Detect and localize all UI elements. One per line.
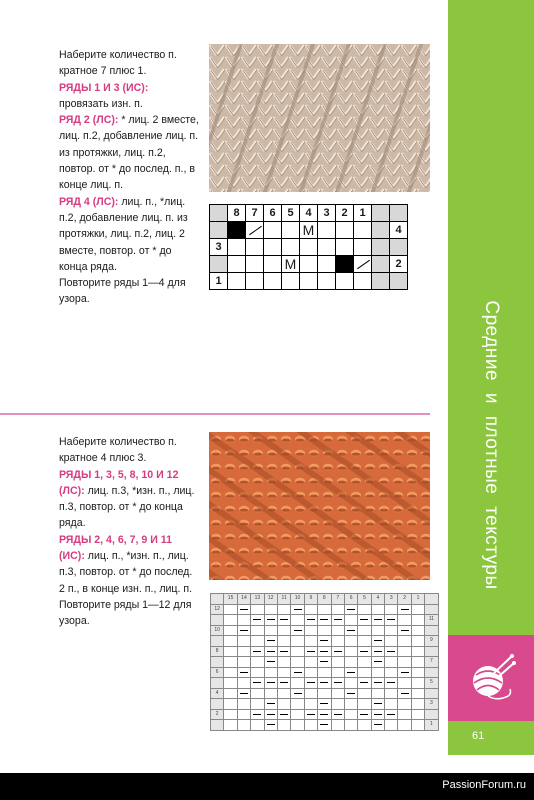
knit-stitch-cell <box>411 604 424 615</box>
knit-stitch-cell <box>224 636 237 647</box>
knit-stitch-cell <box>224 699 237 710</box>
pattern2-row-text: лиц. п.3, *изн. п., лиц. п.3, повтор. от * до конца ряда. <box>59 484 195 530</box>
knit-stitch-cell <box>331 699 344 710</box>
k2tog-cell <box>246 222 264 239</box>
knit-stitch-cell <box>398 646 411 657</box>
knit-stitch-cell <box>224 720 237 731</box>
chart2-row-label <box>425 709 438 720</box>
knit-stitch-cell <box>277 720 290 731</box>
pattern2-row-text: лиц. п., *изн. п., лиц. п.3, повтор. от * до послед. 2 п., в конце изн. п., лиц. п. <box>59 550 193 595</box>
pattern2-instructions <box>59 434 199 630</box>
knit-stitch-cell <box>277 657 290 668</box>
knit-stitch-cell <box>264 604 277 615</box>
purl-stitch-cell <box>264 720 277 731</box>
chart2-row-label <box>211 720 224 731</box>
footer-bar <box>0 773 534 800</box>
chart2-row-label: 7 <box>425 657 438 668</box>
knit-stitch-cell <box>358 625 371 636</box>
knit-stitch-cell <box>251 720 264 731</box>
chart2-row-label: 8 <box>211 646 224 657</box>
knit-stitch-cell <box>331 667 344 678</box>
knit-stitch-cell <box>331 604 344 615</box>
knit-stitch-cell <box>318 604 331 615</box>
knit-stitch-cell <box>358 657 371 668</box>
page-number: 61 <box>472 730 485 742</box>
pattern2-row-label: РЯДЫ 2, 4, 6, 7, 9 И 11 (ИС): <box>59 533 172 563</box>
knit-stitch-cell <box>264 688 277 699</box>
knit-stitch-cell <box>411 636 424 647</box>
chart2-col-label: 7 <box>331 594 344 605</box>
knit-stitch-cell <box>224 615 237 626</box>
knit-stitch-cell <box>318 667 331 678</box>
knit-stitch-cell <box>358 699 371 710</box>
knit-stitch-cell <box>291 657 304 668</box>
knit-stitch-cell <box>224 646 237 657</box>
purl-stitch-cell <box>304 678 317 689</box>
knit-stitch-cell <box>237 657 250 668</box>
knit-stitch-cell <box>237 636 250 647</box>
pattern2-intro: Наберите количество п. кратное 4 плюс 3. <box>59 436 177 465</box>
purl-stitch-cell <box>277 646 290 657</box>
chart1-col-label: 3 <box>318 205 336 222</box>
knit-stitch-cell <box>371 688 384 699</box>
knit-stitch-cell <box>304 720 317 731</box>
knit-stitch-cell <box>385 688 398 699</box>
knit-stitch-cell <box>398 699 411 710</box>
chart2-row-label <box>425 688 438 699</box>
pattern2-outro: Повторите ряды 1—12 для узора. <box>59 598 192 628</box>
pattern1-row-label: РЯД 4 (ЛС): <box>59 195 119 208</box>
chart1-col-label: 8 <box>228 205 246 222</box>
chart2-row-label <box>211 636 224 647</box>
pattern1-instructions <box>59 47 199 308</box>
knit-stitch-cell <box>358 604 371 615</box>
knit-stitch-cell <box>291 709 304 720</box>
knit-stitch-cell <box>304 604 317 615</box>
knit-stitch-cell <box>411 615 424 626</box>
knit-stitch-cell <box>251 604 264 615</box>
knit-stitch-cell <box>331 625 344 636</box>
chart2-row-label: 9 <box>425 636 438 647</box>
knit-stitch-cell <box>318 688 331 699</box>
knit-stitch-cell <box>251 667 264 678</box>
knit-stitch-cell <box>237 646 250 657</box>
knit-stitch-cell <box>385 667 398 678</box>
purl-stitch-cell <box>358 646 371 657</box>
purl-stitch-cell <box>264 615 277 626</box>
knit-stitch-cell <box>264 625 277 636</box>
chart1-col-label: 2 <box>336 205 354 222</box>
knit-stitch-cell <box>398 720 411 731</box>
chart1-col-label: 7 <box>246 205 264 222</box>
purl-stitch-cell <box>304 709 317 720</box>
knit-stitch-cell <box>411 667 424 678</box>
purl-stitch-cell <box>331 709 344 720</box>
knit-stitch-cell <box>358 667 371 678</box>
knit-stitch-cell <box>251 688 264 699</box>
purl-stitch-cell <box>237 688 250 699</box>
knit-stitch-cell <box>251 625 264 636</box>
chart2-row-label <box>425 667 438 678</box>
purl-stitch-cell <box>358 709 371 720</box>
purl-stitch-cell <box>371 709 384 720</box>
chart1-row-label: 3 <box>210 239 228 256</box>
footer-site-link[interactable]: PassionForum.ru <box>442 779 526 791</box>
knit-stitch-cell <box>251 636 264 647</box>
chart2-row-label <box>425 604 438 615</box>
pattern1-intro: Наберите количество п. кратное 7 плюс 1. <box>59 49 177 78</box>
knit-stitch-cell <box>224 657 237 668</box>
purl-stitch-cell <box>291 625 304 636</box>
chapter-title: Средние и плотные текстуры <box>481 300 502 590</box>
knit-stitch-cell <box>344 646 357 657</box>
pattern1-outro: Повторите ряды 1—4 для узора. <box>59 277 186 306</box>
purl-stitch-cell <box>318 678 331 689</box>
chart2-col-label: 8 <box>318 594 331 605</box>
purl-stitch-cell <box>264 636 277 647</box>
no-stitch-cell <box>336 256 354 273</box>
knit-stitch-cell <box>411 646 424 657</box>
purl-stitch-cell <box>371 646 384 657</box>
knit-stitch-cell <box>385 720 398 731</box>
purl-stitch-cell <box>398 667 411 678</box>
chart1-row-label: 1 <box>210 273 228 290</box>
purl-stitch-cell <box>318 615 331 626</box>
knit-stitch-cell <box>304 688 317 699</box>
knit-stitch-cell <box>398 657 411 668</box>
chart2-row-label <box>211 657 224 668</box>
purl-stitch-cell <box>371 636 384 647</box>
knit-sample-photo-beige <box>209 44 430 192</box>
purl-stitch-cell <box>371 615 384 626</box>
knit-stitch-cell <box>358 720 371 731</box>
knit-sample-photo-orange <box>209 432 430 580</box>
pattern1-row-text: * лиц. 2 вместе, лиц. п.2, добавление лиц. п. из протяжки, лиц. п.2, повтор. от * до послед. п., в конце лиц. п. <box>59 114 199 192</box>
knit-stitch-cell <box>264 667 277 678</box>
purl-stitch-cell <box>304 646 317 657</box>
knit-stitch-cell <box>237 678 250 689</box>
pattern2-row-label: РЯДЫ 1, 3, 5, 8, 10 И 12 (ЛС): <box>59 468 179 497</box>
purl-stitch-cell <box>385 615 398 626</box>
purl-stitch-cell <box>251 709 264 720</box>
chart2-row-label: 1 <box>425 720 438 731</box>
knit-stitch-cell <box>371 604 384 615</box>
knit-stitch-cell <box>291 678 304 689</box>
chart2-row-label: 3 <box>425 699 438 710</box>
pattern1-row-text: провязать изн. п. <box>59 97 143 110</box>
knit-stitch-cell <box>385 699 398 710</box>
knit-stitch-cell <box>385 625 398 636</box>
purl-stitch-cell <box>318 636 331 647</box>
pattern1-row-label: РЯД 2 (ЛС): <box>59 114 119 127</box>
chart2-col-label: 6 <box>344 594 357 605</box>
purl-stitch-cell <box>304 615 317 626</box>
chart2-row-label: 2 <box>211 709 224 720</box>
purl-stitch-cell <box>251 646 264 657</box>
knit-stitch-cell <box>304 636 317 647</box>
knit-stitch-cell <box>224 709 237 720</box>
knit-stitch-cell <box>385 636 398 647</box>
knit-stitch-cell <box>304 699 317 710</box>
knit-stitch-cell <box>331 657 344 668</box>
chart2-row-label: 11 <box>425 615 438 626</box>
purl-stitch-cell <box>398 604 411 615</box>
knit-stitch-cell <box>344 657 357 668</box>
chart1-col-label: 1 <box>354 205 372 222</box>
purl-stitch-cell <box>344 667 357 678</box>
chart2-col-label: 10 <box>291 594 304 605</box>
knit-stitch-cell <box>291 615 304 626</box>
knit-stitch-cell <box>237 709 250 720</box>
chart2-row-label: 6 <box>211 667 224 678</box>
sidebar-icon-box <box>448 635 534 721</box>
knit-stitch-cell <box>398 636 411 647</box>
knit-stitch-cell <box>344 709 357 720</box>
purl-stitch-cell <box>264 709 277 720</box>
chart1-col-label: 5 <box>282 205 300 222</box>
k2tog-cell <box>354 256 372 273</box>
purl-stitch-cell <box>371 720 384 731</box>
section-divider <box>0 413 430 415</box>
knit-stitch-cell <box>277 625 290 636</box>
no-stitch-cell <box>228 222 246 239</box>
purl-stitch-cell <box>251 678 264 689</box>
chart2-col-label: 12 <box>264 594 277 605</box>
knit-stitch-cell <box>224 604 237 615</box>
purl-stitch-cell <box>237 604 250 615</box>
chart2-col-label: 11 <box>277 594 290 605</box>
knit-stitch-cell <box>344 720 357 731</box>
pattern1-row-label: РЯДЫ 1 И 3 (ИС): <box>59 81 149 94</box>
knit-stitch-cell <box>344 678 357 689</box>
purl-stitch-cell <box>264 646 277 657</box>
chart2-col-label: 15 <box>224 594 237 605</box>
knit-stitch-cell <box>291 699 304 710</box>
chart1-col-label: 4 <box>300 205 318 222</box>
purl-stitch-cell <box>291 604 304 615</box>
knit-stitch-cell <box>251 657 264 668</box>
page-number-box <box>448 721 534 755</box>
purl-stitch-cell <box>331 615 344 626</box>
knit-stitch-cell <box>304 657 317 668</box>
knit-stitch-cell <box>371 625 384 636</box>
knit-stitch-cell <box>411 720 424 731</box>
purl-stitch-cell <box>331 678 344 689</box>
purl-stitch-cell <box>398 688 411 699</box>
knit-stitch-cell <box>251 699 264 710</box>
chart2-col-label: 4 <box>371 594 384 605</box>
chart1-row-label: 4 <box>390 222 408 239</box>
purl-stitch-cell <box>344 604 357 615</box>
knit-stitch-cell <box>277 636 290 647</box>
chart2-col-label: 1 <box>411 594 424 605</box>
knit-stitch-cell <box>277 667 290 678</box>
chart2-row-label <box>211 678 224 689</box>
chart2-col-label: 9 <box>304 594 317 605</box>
chart2-corner-cell <box>425 594 438 605</box>
purl-stitch-cell <box>344 625 357 636</box>
knit-stitch-cell <box>344 636 357 647</box>
chart2-row-label <box>211 615 224 626</box>
knit-stitch-cell <box>277 688 290 699</box>
chart2-row-label <box>425 625 438 636</box>
chart2-corner-cell <box>211 594 224 605</box>
purl-stitch-cell <box>318 657 331 668</box>
purl-stitch-cell <box>358 615 371 626</box>
purl-stitch-cell <box>264 699 277 710</box>
knit-stitch-cell <box>331 720 344 731</box>
purl-stitch-cell <box>264 678 277 689</box>
knit-stitch-cell <box>331 688 344 699</box>
make-one-cell: M <box>300 222 318 239</box>
knit-stitch-cell <box>411 625 424 636</box>
knit-stitch-cell <box>411 688 424 699</box>
purl-stitch-cell <box>237 667 250 678</box>
chart1-row-label: 2 <box>390 256 408 273</box>
chart2-row-label: 5 <box>425 678 438 689</box>
knit-stitch-cell <box>411 657 424 668</box>
knit-stitch-cell <box>224 625 237 636</box>
knit-stitch-cell <box>331 636 344 647</box>
purl-stitch-cell <box>358 678 371 689</box>
purl-stitch-cell <box>331 646 344 657</box>
chart2-col-label: 14 <box>237 594 250 605</box>
purl-stitch-cell <box>277 615 290 626</box>
purl-stitch-cell <box>371 657 384 668</box>
knit-stitch-cell <box>411 709 424 720</box>
purl-stitch-cell <box>277 709 290 720</box>
knit-stitch-cell <box>411 699 424 710</box>
knit-stitch-cell <box>411 678 424 689</box>
chart2-row-label: 10 <box>211 625 224 636</box>
make-one-cell: M <box>282 256 300 273</box>
knit-stitch-cell <box>304 667 317 678</box>
chapter-sidebar <box>448 0 534 800</box>
knit-stitch-cell <box>398 709 411 720</box>
knit-stitch-cell <box>291 636 304 647</box>
purl-stitch-cell <box>251 615 264 626</box>
purl-stitch-cell <box>318 709 331 720</box>
knit-stitch-cell <box>358 688 371 699</box>
purl-stitch-cell <box>385 646 398 657</box>
knit-stitch-cell <box>237 699 250 710</box>
knit-stitch-cell <box>385 604 398 615</box>
knit-stitch-cell <box>385 657 398 668</box>
chart2-col-label: 3 <box>385 594 398 605</box>
knit-stitch-cell <box>237 615 250 626</box>
purl-stitch-cell <box>318 720 331 731</box>
purl-stitch-cell <box>371 699 384 710</box>
knit-stitch-cell <box>371 667 384 678</box>
chart2-row-label: 4 <box>211 688 224 699</box>
pattern1-chart <box>209 204 408 290</box>
purl-stitch-cell <box>291 688 304 699</box>
knit-stitch-cell <box>344 699 357 710</box>
purl-stitch-cell <box>385 709 398 720</box>
knit-stitch-cell <box>224 688 237 699</box>
yarn-ball-needles-icon <box>466 653 516 703</box>
knit-stitch-cell <box>358 636 371 647</box>
purl-stitch-cell <box>344 688 357 699</box>
purl-stitch-cell <box>318 646 331 657</box>
chart2-row-label <box>211 699 224 710</box>
purl-stitch-cell <box>385 678 398 689</box>
knit-stitch-cell <box>304 625 317 636</box>
knit-stitch-cell <box>398 615 411 626</box>
knit-stitch-cell <box>291 720 304 731</box>
knit-stitch-cell <box>318 625 331 636</box>
chart2-col-label: 2 <box>398 594 411 605</box>
purl-stitch-cell <box>318 699 331 710</box>
chart2-row-label: 12 <box>211 604 224 615</box>
knit-stitch-cell <box>398 678 411 689</box>
purl-stitch-cell <box>291 667 304 678</box>
pattern1-row-text: лиц. п., *лиц. п.2, добавление лиц. п. из протяжки, лиц. п.2, лиц. 2 вместе, повтор. от * до конца ряда. <box>59 195 188 273</box>
chart2-col-label: 13 <box>251 594 264 605</box>
knit-stitch-cell <box>277 699 290 710</box>
knit-stitch-cell <box>277 604 290 615</box>
knit-stitch-cell <box>291 646 304 657</box>
purl-stitch-cell <box>264 657 277 668</box>
knit-stitch-cell <box>237 720 250 731</box>
knit-stitch-cell <box>224 667 237 678</box>
pattern2-chart <box>210 593 439 731</box>
chart2-row-label <box>425 646 438 657</box>
purl-stitch-cell <box>277 678 290 689</box>
knit-stitch-cell <box>224 678 237 689</box>
purl-stitch-cell <box>398 625 411 636</box>
chart1-col-label: 6 <box>264 205 282 222</box>
chart2-col-label: 5 <box>358 594 371 605</box>
purl-stitch-cell <box>371 678 384 689</box>
knit-stitch-cell <box>344 615 357 626</box>
purl-stitch-cell <box>237 625 250 636</box>
